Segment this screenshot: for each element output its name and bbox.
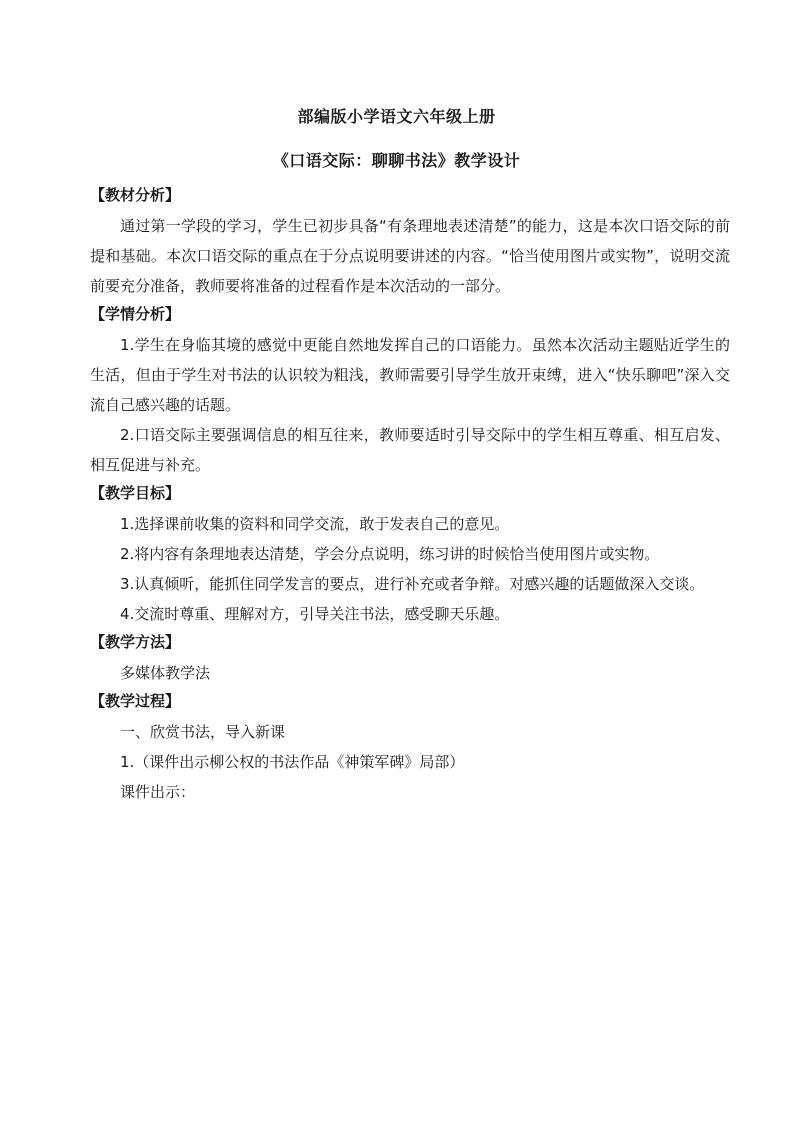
paragraph: 一、欣赏书法，导入新课 (120, 723, 286, 741)
paragraph: 2.口语交际主要强调信息的相互往来，教师要适时引导交际中的学生相互尊重、相互启发、相互促进与补充。 (90, 426, 730, 474)
paragraph: 2.将内容有条理地表达清楚，学会分点说明，练习讲的时候恰当使用图片或实物。 (120, 545, 660, 563)
paragraph: 1.（课件出示柳公权的书法作品《神策军碑》局部） (120, 753, 465, 771)
paragraph: 4.交流时尊重、理解对方，引导关注书法，感受聊天乐趣。 (120, 605, 510, 623)
section-heading-teaching-process: 【教学过程】 (90, 692, 181, 710)
document-title: 部编版小学语文六年级上册 (297, 107, 496, 126)
paragraph: 1.学生在身临其境的感觉中更能自然地发挥自己的口语能力。虽然本次活动主题贴近学生的生活，但由于学生对书法的认识较为粗浅，教师需要引导学生放开束缚，进入“快乐聊吧”深入交流自己感兴趣的话题。 (90, 336, 730, 414)
paragraph: 3.认真倾听，能抓住同学发言的要点，进行补充或者争辩。对感兴趣的话题做深入交谈。 (120, 575, 705, 593)
section-heading-teaching-methods: 【教学方法】 (90, 633, 181, 651)
section-heading-learner-analysis: 【学情分析】 (90, 305, 181, 323)
document-subtitle: 《口语交际：聊聊书法》教学设计 (272, 151, 521, 170)
document-body (90, 182, 730, 807)
section-heading-textbook-analysis: 【教材分析】 (90, 186, 181, 204)
paragraph: 课件出示： (120, 783, 196, 801)
paragraph: 通过第一学段的学习，学生已初步具备“有条理地表述清楚”的能力，这是本次口语交际的前提和基础。本次口语交际的重点在于分点说明要讲述的内容。“恰当使用图片或实物”，说明交流前要充分准备，教师要将准备的过程看作是本次活动的一部分。 (90, 217, 730, 295)
paragraph: 多媒体教学法 (120, 664, 211, 682)
section-heading-teaching-goals: 【教学目标】 (90, 484, 181, 502)
paragraph: 1.选择课前收集的资料和同学交流，敢于发表自己的意见。 (120, 515, 510, 533)
